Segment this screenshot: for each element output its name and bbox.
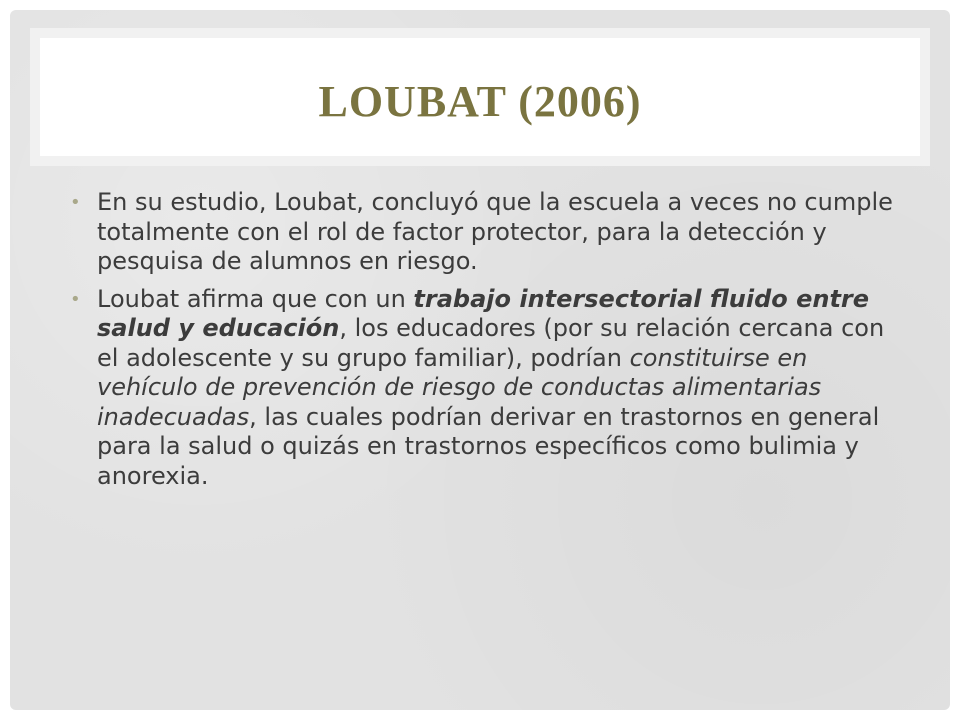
slide-title: LOUBAT (2006) <box>318 77 642 126</box>
bullet-2-text-part3: , los educadores (por su relación cercana con el adolescente y su grupo familiar), podrían <box>97 314 885 372</box>
content-area <box>60 188 910 499</box>
bullet-1-text: En su estudio, Loubat, concluyó que la escuela a veces no cumple totalmente con el rol de factor protector, para la detección y pesquisa de alumnos en riesgo. <box>97 188 893 275</box>
title-box <box>30 28 930 166</box>
bullet-2-emphasis-bold: trabajo intersectorial fluido entre salud y educación <box>97 284 870 342</box>
bullet-2-text-part5: , las cuales podrían derivar en trastornos en general para la salud o quizás en trastornos específicos como bulimia y anorexia. <box>97 402 880 490</box>
slide <box>10 10 950 710</box>
bullet-item-2 <box>60 285 910 492</box>
bullet-item-1 <box>60 188 910 277</box>
bullet-dot-icon: • <box>70 288 81 310</box>
bullet-dot-icon: • <box>70 192 81 213</box>
bullet-2-emphasis-italic: constituirse en vehículo de prevención de riesgo de conductas alimentarias inadecuadas <box>97 343 822 431</box>
bullet-2-text-part1: Loubat afirma que con un <box>97 284 414 313</box>
